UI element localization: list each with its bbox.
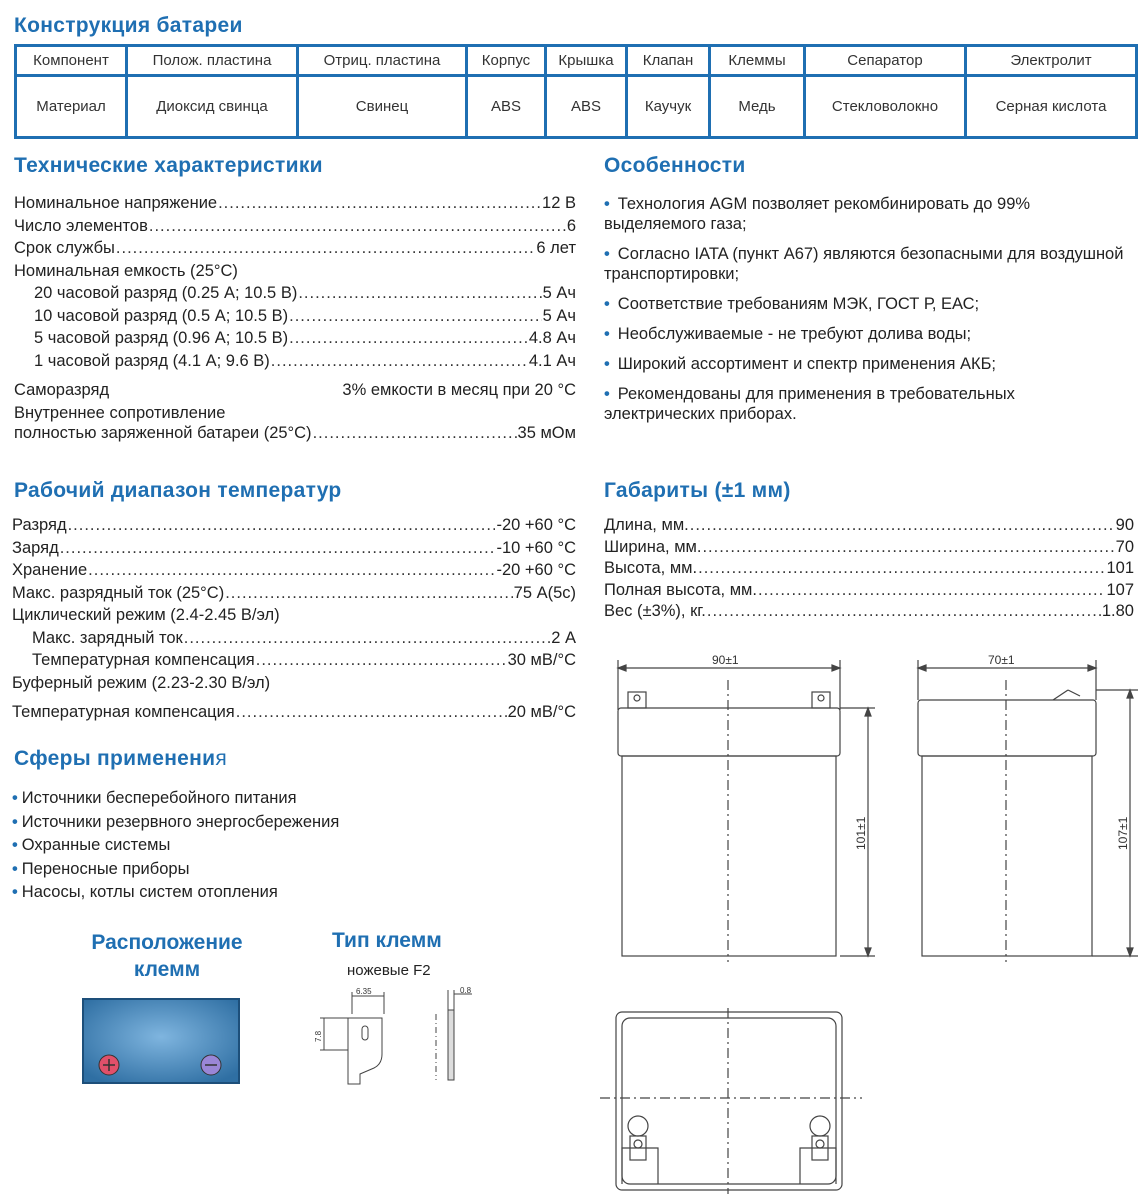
bullet-icon: • [12,812,18,831]
spec-row [12,539,576,562]
spec-label: Хранение [12,561,88,579]
spec-label: Разряд [12,516,67,534]
spec-value: 90 [1115,516,1134,534]
spec-row [604,581,1134,603]
spec-row [12,516,576,539]
spec-row [14,239,576,262]
dims-title: Габариты (±1 мм) [604,479,791,502]
bullet-icon: • [604,355,610,373]
features-list [604,194,1124,434]
full-height-dimension: 107±1 [1116,816,1130,850]
table-cell: Свинец [298,76,467,138]
table-cell: ABS [467,76,546,138]
bullet-icon: • [12,859,18,878]
leader-dots [313,424,517,443]
list-item [12,813,339,837]
depth-dimension: 70±1 [988,653,1015,667]
app-text: Охранные системы [21,836,171,854]
leader-dots [298,284,541,303]
table-header: Полож. пластина [127,46,298,76]
spec-label: Макс. разрядный ток (25°С) [12,583,225,602]
spec-label: Полная высота, мм. [604,580,757,599]
leader-dots [88,561,495,580]
leader-dots [289,307,541,326]
terminal-type-drawing [312,984,482,1092]
spec-label: Ширина, мм. [604,537,702,556]
spec-row [604,559,1134,581]
list-item [12,836,339,860]
spec-label: 10 часовой разряд (0.5 А; 10.5 В) [34,306,289,325]
leader-dots [256,651,507,670]
spec-value: 5 Ач [542,306,576,325]
spec-value: 30 мВ/°С [507,651,576,669]
leader-dots [116,239,536,258]
list-item [604,354,1124,374]
app-text: Источники резервного энергосбережения [21,812,340,831]
bullet-icon: • [12,836,18,854]
apps-title-main: Сферы применени [14,747,216,770]
spec-row [12,629,576,652]
table-cell: Диоксид свинца [127,76,298,138]
bullet-icon: • [604,385,610,403]
terminal-layout-title-line2: клемм [133,958,201,981]
spec-value: 70 [1115,537,1134,556]
terminal-width-label: 6.35 [356,987,372,996]
spec-label: 5 часовой разряд (0.96 А; 10.5 В) [34,329,289,347]
apps-title-last: я [215,747,228,770]
leader-dots [68,516,496,535]
terminal-type-title: Тип клемм [332,929,442,952]
spec-value: 6 лет [536,239,576,257]
spec-value: 75 А(5с) [513,583,576,602]
leader-dots [707,602,1101,621]
bullet-icon: • [604,325,610,343]
terminal-height-label: 7.8 [314,1030,323,1042]
spec-row [14,352,576,375]
list-item [604,384,1124,424]
table-header: Клеммы [710,46,805,76]
tech-title: Технические характеристики [14,154,323,177]
spec-label: Буферный режим (2.23-2.30 В/эл) [12,673,271,692]
spec-row [12,703,576,726]
spec-label: полностью заряженной батареи (25°С) [14,423,312,442]
spec-row [604,602,1134,624]
leader-dots [702,538,1114,557]
tech-specs [14,194,576,446]
feature-text: Согласно IATA (пункт А67) являются безопасными для воздушной транспортировки; [604,245,1124,283]
feature-text: Рекомендованы для применения в требовательных электрических приборах. [604,385,1015,423]
table-cell: Медь [710,76,805,138]
bullet-icon: • [12,789,18,807]
list-item [12,860,339,884]
spec-row [14,284,576,307]
spec-label: Циклический режим (2.4-2.45 В/эл) [12,606,280,624]
construction-value-row [16,76,1137,138]
temp-title: Рабочий диапазон температур [14,479,342,502]
table-cell: ABS [546,76,627,138]
table-header: Крышка [546,46,627,76]
spec-value: -20 +60 °С [496,516,576,534]
spec-value: 4.1 Ач [528,351,576,370]
bullet-icon: • [604,295,610,313]
spec-value: 3% емкости в месяц при 20 °С [342,381,576,399]
side-view-drawing [908,650,1138,965]
spec-label: Высота, мм. [604,559,698,577]
spec-row [14,217,576,240]
list-item [604,244,1124,284]
spec-value: 12 В [542,194,576,212]
spec-row [12,561,576,584]
leader-dots [60,539,496,558]
spec-row [604,516,1134,538]
width-dimension: 90±1 [712,653,739,667]
spec-value: 107 [1106,580,1134,599]
feature-text: Широкий ассортимент и спектр применения АКБ; [617,355,997,373]
feature-text: Соответствие требованиям МЭК, ГОСТ Р, ЕАС; [617,295,980,313]
feature-text: Технология AGM позволяет рекомбинировать до 99% выделяемого газа; [604,195,1031,233]
spec-row [14,424,576,447]
table-header: Компонент [16,46,127,76]
feature-text: Необслуживаемые - не требуют долива воды; [617,325,972,343]
features-title: Особенности [604,154,746,177]
bullet-icon: • [604,245,610,263]
construction-title: Конструкция батареи [14,14,243,37]
table-cell: Материал [16,76,127,138]
apps-list [12,789,339,907]
spec-value: 5 Ач [542,284,576,302]
app-text: Насосы, котлы систем отопления [21,883,278,901]
leader-dots [225,584,512,603]
construction-header-row [16,46,1137,76]
terminal-layout-title [60,929,274,983]
spec-value: 1.80 [1101,602,1134,620]
spec-value: 20 мВ/°С [507,703,576,721]
spec-value: 4.8 Ач [528,329,576,347]
leader-dots [236,703,507,722]
height-dimension: 101±1 [854,816,868,850]
spec-value: 6 [566,216,576,235]
terminal-type-value: ножевые F2 [347,962,431,979]
list-item [604,194,1124,234]
spec-row [12,651,576,674]
app-text: Источники бесперебойного питания [21,789,297,807]
list-item [604,324,1124,344]
positive-terminal-icon [99,1055,119,1075]
table-header: Корпус [467,46,546,76]
construction-table [14,44,1138,139]
leader-dots [218,194,541,213]
table-header: Электролит [966,46,1137,76]
spec-label: Номинальная емкость (25°С) [14,261,238,280]
list-item [12,789,339,813]
spec-value: 2 А [551,628,576,647]
table-header: Отриц. пластина [298,46,467,76]
table-cell: Серная кислота [966,76,1137,138]
spec-label: Срок службы [14,239,115,257]
spec-row [14,194,576,217]
spec-label: Макс. зарядный ток [32,628,183,647]
list-item [12,883,339,907]
front-view-drawing [600,650,875,965]
leader-dots [698,559,1105,578]
spec-value: -20 +60 °С [496,561,576,579]
spec-value: -10 +60 °С [496,538,576,557]
spec-value: 101 [1106,559,1134,577]
spec-row [14,381,576,404]
spec-label: Вес (±3%), кг. [604,602,706,620]
terminal-layout-image [82,998,240,1084]
spec-label: Внутреннее сопротивление [14,403,226,422]
leader-dots [149,217,566,236]
top-view-drawing [600,1008,862,1194]
spec-label: Температурная компенсация [12,703,235,721]
spec-label: 1 часовой разряд (4.1 А; 9.6 В) [34,351,270,370]
temp-specs [12,516,576,726]
spec-label: Заряд [12,538,59,557]
spec-row [604,538,1134,560]
spec-row [14,307,576,330]
leader-dots [289,329,528,348]
table-header: Клапан [627,46,710,76]
table-cell: Стекловолокно [805,76,966,138]
leader-dots [758,581,1105,600]
terminal-thickness-label: 0.8 [460,986,472,995]
spec-row [12,584,576,607]
terminal-layout-title-line1: Расположение [91,931,243,954]
spec-label: Саморазряд [14,381,110,399]
spec-row [14,329,576,352]
bullet-icon: • [12,883,18,901]
app-text: Переносные приборы [21,859,190,878]
spec-label: Температурная компенсация [32,651,255,669]
spec-label: Число элементов [14,216,148,235]
bullet-icon: • [604,195,610,213]
spec-label: Длина, мм. [604,516,689,534]
spec-value: 35 мОм [517,423,576,442]
leader-dots [690,516,1115,535]
spec-label: 20 часовой разряд (0.25 А; 10.5 В) [34,284,298,302]
table-header: Сепаратор [805,46,966,76]
apps-title [14,747,227,771]
spec-label: Номинальное напряжение [14,194,218,212]
leader-dots [271,352,528,371]
leader-dots [184,629,550,648]
table-cell: Каучук [627,76,710,138]
dims-specs [604,516,1134,628]
list-item [604,294,1124,314]
negative-terminal-icon [201,1055,221,1075]
